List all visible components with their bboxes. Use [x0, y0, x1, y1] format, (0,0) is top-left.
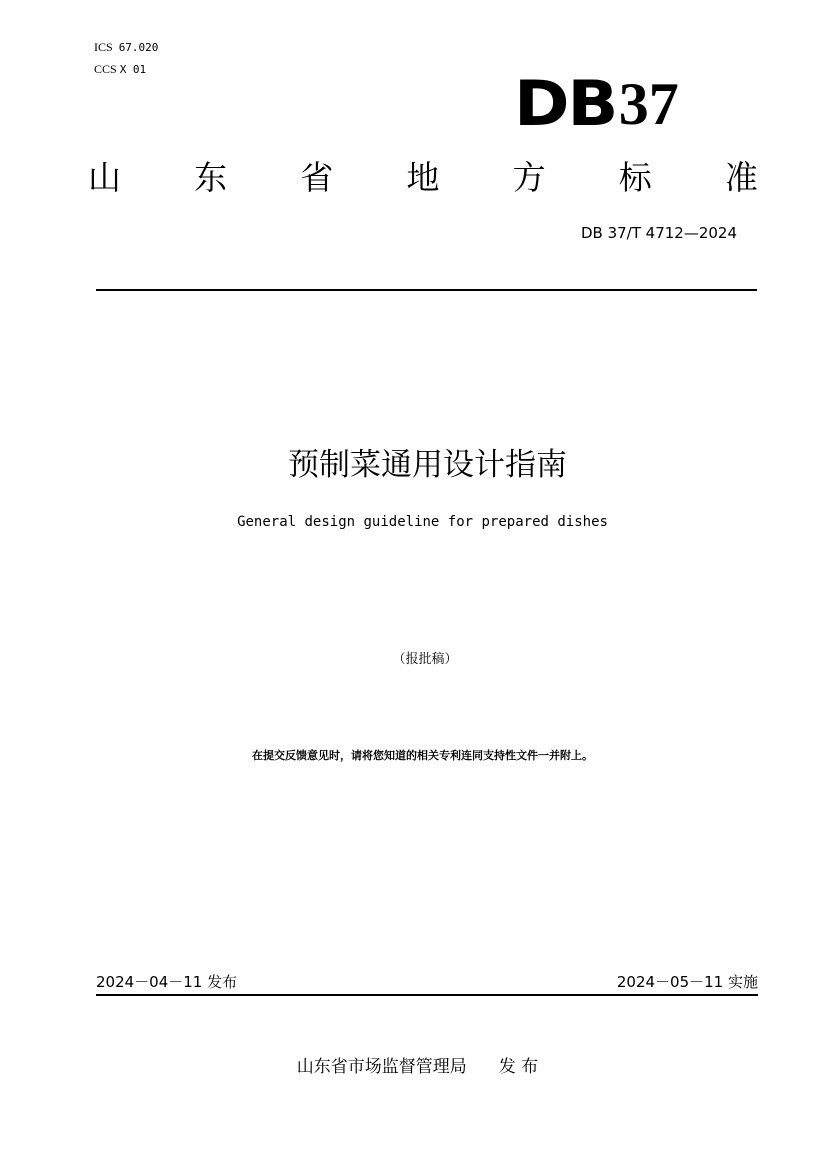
provincial-char: 方 — [512, 158, 546, 197]
header-divider — [96, 289, 757, 291]
issuing-authority — [0, 1052, 815, 1077]
issuer-name: 山东省市场监督管理局 — [296, 1057, 467, 1077]
document-title-chinese: 预制菜通用设计指南 — [288, 447, 567, 483]
provincial-char: 省 — [300, 158, 334, 197]
document-title-english: General design guideline for prepared dishes — [237, 514, 608, 530]
provincial-standard-heading — [88, 156, 758, 200]
patent-notice: 在提交反馈意见时，请将您知道的相关专利连同支持性文件一并附上。 — [252, 749, 593, 762]
db-logo-number: 37 — [618, 71, 679, 137]
issue-word: 发 布 — [498, 1057, 539, 1077]
standard-number: DB 37/T 4712—2024 — [580, 224, 737, 242]
ccs-code-line — [94, 62, 146, 77]
provincial-char: 地 — [406, 158, 440, 197]
issue-date: 2024－04－11 发布 — [96, 973, 238, 991]
db37-logo — [514, 67, 679, 140]
footer-divider — [96, 994, 758, 996]
ics-label: ICS — [94, 40, 113, 54]
ics-value: 67.020 — [118, 41, 159, 54]
provincial-char: 山 — [88, 158, 121, 197]
provincial-char: 东 — [194, 158, 228, 197]
ccs-value: X 01 — [119, 63, 147, 76]
db-logo-letters: DB — [514, 67, 617, 140]
provincial-char: 准 — [724, 158, 758, 197]
ccs-label: CCS — [94, 62, 117, 76]
implementation-date: 2024－05－11 实施 — [616, 973, 758, 991]
draft-status: （报批稿） — [392, 652, 458, 667]
ics-code-line — [94, 40, 158, 55]
provincial-char: 标 — [618, 158, 652, 197]
